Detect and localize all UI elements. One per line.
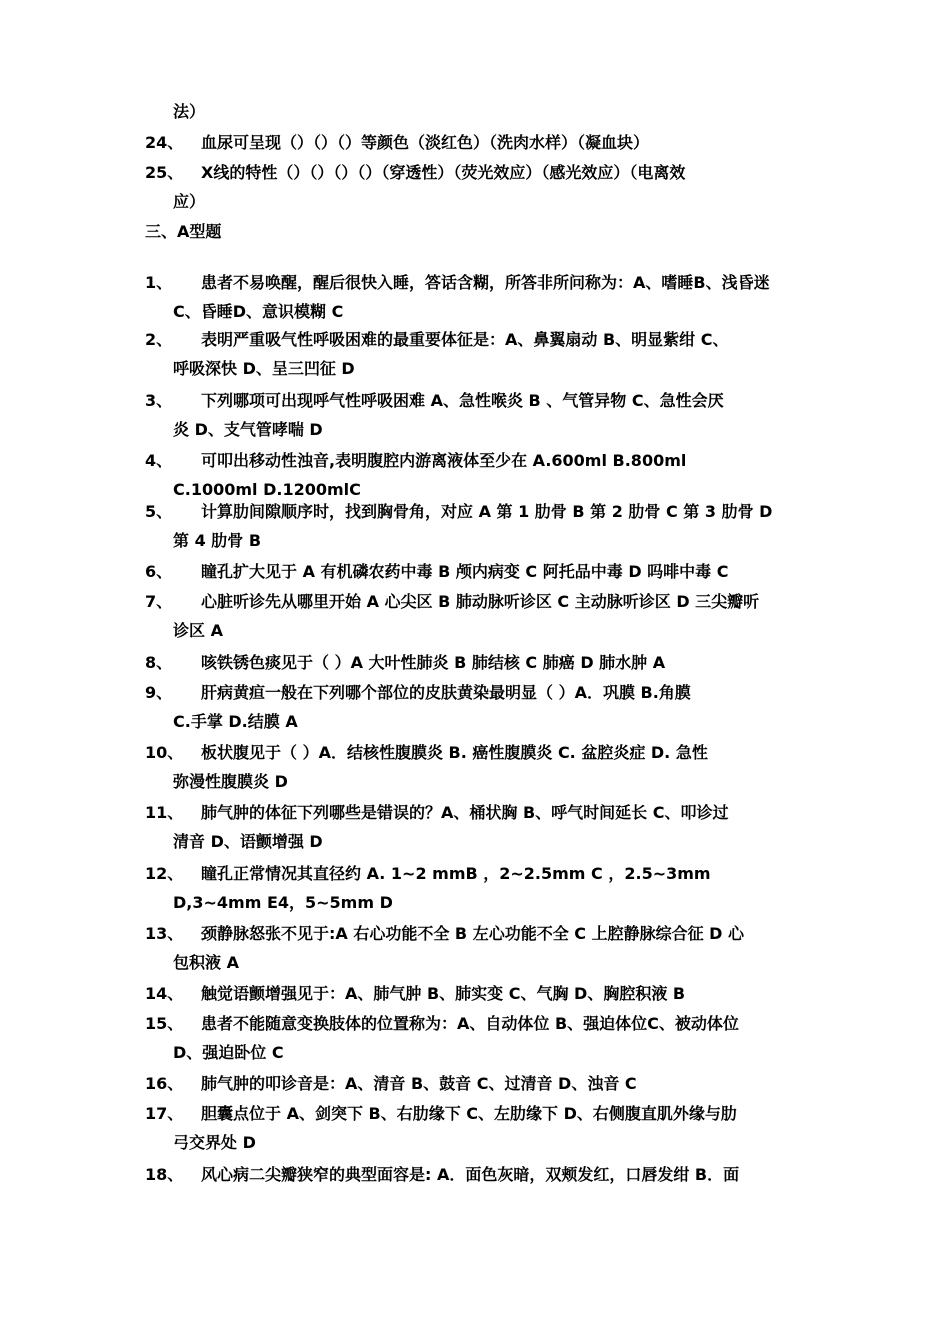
question-text-cont: 弓交界处 D <box>173 1133 256 1152</box>
question-text: 触觉语颤增强见于：A、肺气肿 B、肺实变 C、气胸 D、胸腔积液 B <box>201 984 686 1003</box>
question-text: 肺气肿的叩诊音是：A、清音 B、鼓音 C、过清音 D、浊音 C <box>201 1074 637 1093</box>
question-number: 4、 <box>145 451 173 470</box>
question-text: 风心病二尖瓣狭窄的典型面容是: A．面色灰暗，双颊发红，口唇发绀 B．面 <box>201 1165 740 1184</box>
question-24 <box>145 131 810 155</box>
question-text: 瞳孔扩大见于 A 有机磷农药中毒 B 颅内病变 C 阿托品中毒 D 吗啡中毒 C <box>201 562 729 581</box>
question-text-cont: 诊区 A <box>173 621 223 640</box>
question-item <box>145 590 810 643</box>
question-item <box>145 500 810 553</box>
question-text: 瞳孔正常情况其直径约 A. 1~2 mmB ，2~2.5mm C ，2.5~3mm <box>201 864 711 883</box>
question-number: 12、 <box>145 864 184 883</box>
question-text-cont: 第 4 肋骨 B <box>173 531 262 550</box>
question-item <box>145 560 810 584</box>
question-number: 14、 <box>145 984 184 1003</box>
question-text-cont: 应） <box>173 192 206 211</box>
question-text: 患者不能随意变换肢体的位置称为：A、自动体位 B、强迫体位C、被动体位 <box>201 1014 739 1033</box>
question-text-cont: 呼吸深快 D、呈三凹征 D <box>173 359 355 378</box>
question-number: 10、 <box>145 743 184 762</box>
question-number: 17、 <box>145 1104 184 1123</box>
question-text: X线的特性（）（）（）（）（穿透性）（荧光效应）（感光效应）（电离效 <box>201 163 686 182</box>
question-item <box>145 1012 810 1065</box>
question-item <box>145 1163 810 1187</box>
question-item <box>145 922 810 975</box>
question-item <box>145 862 810 915</box>
question-text: 板状腹见于（ ）A．结核性腹膜炎 B. 癌性腹膜炎 C. 盆腔炎症 D. 急性 <box>201 743 708 762</box>
question-text: 表明严重吸气性呼吸困难的最重要体征是：A、鼻翼扇动 B、明显紫绀 C、 <box>201 330 729 349</box>
question-number: 18、 <box>145 1165 184 1184</box>
question-text: 患者不易唤醒，醒后很快入睡，答话含糊，所答非所问称为：A、嗜睡B、浅昏迷 <box>201 273 770 292</box>
question-item <box>145 328 810 381</box>
question-number: 13、 <box>145 924 184 943</box>
question-text: 颈静脉怒张不见于:A 右心功能不全 B 左心功能不全 C 上腔静脉综合征 D 心 <box>201 924 744 943</box>
question-text-cont: 包积液 A <box>173 953 239 972</box>
question-text-cont: C.手掌 D.结膜 A <box>173 712 298 731</box>
question-number: 24、 <box>145 133 184 152</box>
question-text: 心脏听诊先从哪里开始 A 心尖区 B 肺动脉听诊区 C 主动脉听诊区 D 三尖瓣听 <box>201 592 760 611</box>
question-text: 血尿可呈现（）（）（）等颜色（淡红色）（洗肉水样）（凝血块） <box>201 133 650 152</box>
question-item <box>145 741 810 794</box>
question-number: 6、 <box>145 562 173 581</box>
question-text: 下列哪项可出现呼气性呼吸困难 A、急性喉炎 B 、气管异物 C、急性会厌 <box>201 391 724 410</box>
question-text-cont: D,3~4mm E4，5~5mm D <box>173 893 393 912</box>
question-text: 可叩出移动性浊音,表明腹腔内游离液体至少在 A.600ml B.800ml <box>201 451 687 470</box>
question-number: 9、 <box>145 683 173 702</box>
question-item <box>145 982 810 1006</box>
question-text: 肺气肿的体征下列哪些是错误的？A、桶状胸 B、呼气时间延长 C、叩诊过 <box>201 803 729 822</box>
question-text: 咳铁锈色痰见于（ ）A 大叶性肺炎 B 肺结核 C 肺癌 D 肺水肿 A <box>201 653 666 672</box>
question-number: 2、 <box>145 330 173 349</box>
question-text-cont: C.1000ml D.1200mlC <box>173 480 361 499</box>
fill-in-tail <box>145 100 810 124</box>
question-text-cont: C、昏睡D、意识模糊 C <box>173 302 344 321</box>
question-number: 1、 <box>145 273 173 292</box>
question-item <box>145 271 810 324</box>
question-item <box>145 651 810 675</box>
question-item <box>145 801 810 854</box>
question-number: 15、 <box>145 1014 184 1033</box>
question-number: 16、 <box>145 1074 184 1093</box>
question-text: 计算肋间隙顺序时，找到胸骨角，对应 A 第 1 肋骨 B 第 2 肋骨 C 第 3 肋骨 D <box>201 502 773 521</box>
question-text-cont: D、强迫卧位 C <box>173 1043 284 1062</box>
question-text: 胆囊点位于 A、剑突下 B、右肋缘下 C、左肋缘下 D、右侧腹直肌外缘与肋 <box>201 1104 737 1123</box>
question-number: 3、 <box>145 391 173 410</box>
carryover-text: 法） <box>173 102 206 121</box>
question-text-cont: 炎 D、支气管哮喘 D <box>173 420 323 439</box>
question-number: 25、 <box>145 163 184 182</box>
question-item <box>145 389 810 442</box>
question-text: 肝病黄疸一般在下列哪个部位的皮肤黄染最明显（ ）A．巩膜 B.角膜 <box>201 683 691 702</box>
question-item <box>145 1102 810 1155</box>
question-item <box>145 449 810 502</box>
question-text-cont: 清音 D、语颤增强 D <box>173 832 323 851</box>
section-title: 三、A型题 <box>145 222 222 241</box>
question-number: 11、 <box>145 803 184 822</box>
question-number: 8、 <box>145 653 173 672</box>
question-item <box>145 1072 810 1096</box>
question-number: 7、 <box>145 592 173 611</box>
question-item <box>145 681 810 734</box>
question-number: 5、 <box>145 502 173 521</box>
question-25 <box>145 161 810 214</box>
question-text-cont: 弥漫性腹膜炎 D <box>173 772 288 791</box>
